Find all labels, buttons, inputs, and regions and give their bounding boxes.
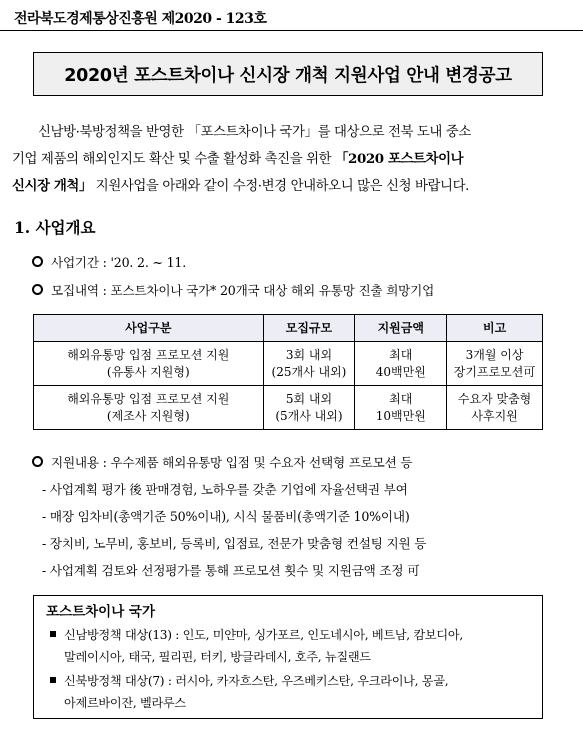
section-heading: 1. 사업개요: [14, 218, 96, 237]
page-title: 2020년 포스트차이나 신시장 개척 지원사업 안내 변경공고: [64, 65, 512, 86]
intro-text-3b: 지원사업을 아래와 같이 수정·변경 안내하오니 많은 신청 바랍니다.: [91, 179, 469, 194]
table-header-amount: 지원금액: [355, 315, 447, 342]
country-box: [33, 595, 543, 719]
recruit-line: [32, 280, 434, 299]
intro-text-1: 신남방·북방정책을 반영한 「포스트차이나 국가」를 대상으로 전북 도내 중소: [38, 125, 471, 140]
cell-line: (제조사 지원형): [106, 408, 190, 423]
south-policy-line-2: 말레이시아, 태국, 필리핀, 터키, 방글라데시, 호주, 뉴질랜드: [64, 650, 371, 664]
cell-line: 3회 내외: [285, 347, 333, 362]
cell-line: 해외유통망 입점 프로모션 지원: [67, 347, 230, 362]
intro-line-3: [12, 173, 568, 200]
cell-line: (5개사 내외): [275, 408, 343, 423]
intro-text-2b: 「2020 포스트차이나: [335, 151, 464, 167]
north-policy-line-1: [50, 672, 448, 689]
cell-line: 최대: [389, 391, 413, 406]
south-policy-text-1: 신남방정책 대상(13) : 인도, 미얀마, 싱가포르, 인도네시아, 베트남, 캄보디아,: [64, 628, 463, 642]
table-cell-note: [447, 386, 543, 430]
support-table: [33, 314, 543, 430]
recruit-text: 모집내역 : 포스트차이나 국가* 20개국 대상 해외 유통망 진출 희망기업: [51, 283, 435, 298]
cell-line: 장기프로모션可: [453, 364, 536, 379]
table-row: [34, 386, 543, 430]
cell-line: 사후지원: [471, 408, 518, 423]
north-policy-text-1: 신북방정책 대상(7) : 러시아, 카자흐스탄, 우즈베키스탄, 우크라이나, 몽골,: [64, 674, 449, 688]
square-bullet-icon: [50, 631, 56, 637]
circle-bullet-icon: [32, 256, 43, 267]
table-header-scale: 모집규모: [263, 315, 355, 342]
cell-line: (유통사 지원형): [106, 364, 190, 379]
circle-bullet-icon: [32, 284, 43, 295]
cell-line: 해외유통망 입점 프로모션 지원: [67, 391, 230, 406]
table-row: [34, 342, 543, 386]
header-divider: [0, 30, 583, 31]
table-cell-scale: [263, 342, 355, 386]
document-number: 전라북도경제통상진흥원 제2020 - 123호: [14, 11, 267, 27]
table-cell-type: [34, 386, 264, 430]
period-line: [32, 252, 186, 271]
cell-line: 3개월 이상: [465, 347, 524, 362]
support-item: - 사업계획 평가 後 판매경험, 노하우를 갖춘 기업에 자율선택권 부여: [42, 482, 408, 497]
table-cell-amount: [355, 342, 447, 386]
cell-line: (25개사 내외): [271, 364, 347, 379]
intro-line-2: [12, 146, 568, 173]
cell-line: 수요자 맞춤형: [457, 391, 532, 406]
south-policy-line-1: [50, 626, 463, 643]
intro-text-3a: 신시장 개척」: [12, 178, 92, 194]
intro-line-1: [12, 120, 568, 146]
table-header-note: 비고: [447, 315, 543, 342]
cell-line: 40백만원: [375, 364, 426, 379]
title-box: [33, 52, 543, 96]
table-cell-note: [447, 342, 543, 386]
square-bullet-icon: [50, 677, 56, 683]
table-header-row: [34, 315, 543, 342]
cell-line: 5회 내외: [285, 391, 333, 406]
period-text: 사업기간 : '20. 2. ~ 11.: [51, 255, 187, 270]
support-title-line: [32, 452, 412, 471]
support-item: - 장치비, 노무비, 홍보비, 등록비, 입점료, 전문가 맞춤형 컨설팅 지원 등: [42, 536, 427, 551]
support-item: - 사업계획 검토와 선정평가를 통해 프로모션 횟수 및 지원금액 조정 可: [42, 563, 420, 578]
table-cell-scale: [263, 386, 355, 430]
intro-text-2a: 기업 제품의 해외인지도 확산 및 수출 활성화 촉진을 위한: [12, 152, 336, 167]
table-cell-type: [34, 342, 264, 386]
country-box-title: 포스트차이나 국가: [46, 604, 156, 620]
intro-paragraph: [12, 120, 568, 200]
cell-line: 10백만원: [375, 408, 426, 423]
north-policy-line-2: 아제르바이잔, 벨라루스: [64, 696, 186, 710]
support-title-text: 지원내용 : 우수제품 해외유통망 입점 및 수요자 선택형 프로모션 등: [51, 455, 413, 470]
table-header-type: 사업구분: [34, 315, 264, 342]
circle-bullet-icon: [32, 456, 43, 467]
cell-line: 최대: [389, 347, 413, 362]
table-cell-amount: [355, 386, 447, 430]
support-item: - 매장 임차비(총액기준 50%이내), 시식 물품비(총액기준 10%이내): [42, 509, 410, 524]
